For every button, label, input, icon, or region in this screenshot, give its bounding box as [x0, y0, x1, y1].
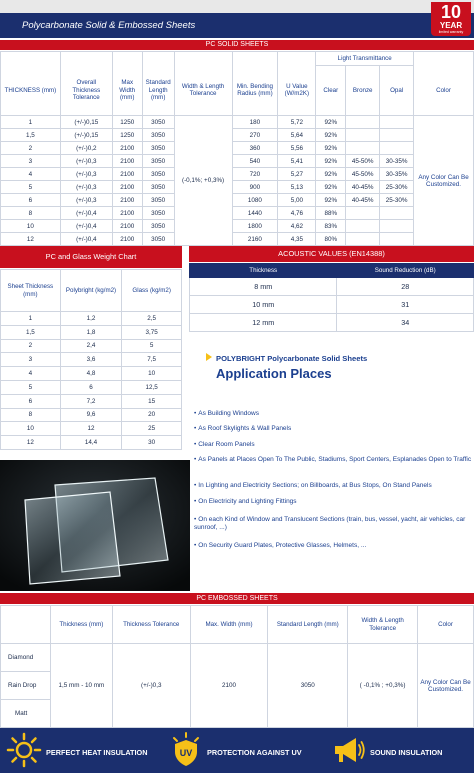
- solid-color-note: Any Color Can Be Customized.: [414, 116, 474, 246]
- solid-cell: 2: [1, 142, 61, 155]
- solid-cell: 2160: [232, 233, 278, 246]
- table-row: [1, 339, 182, 353]
- solid-col-6: U Value (W/m2K): [278, 66, 316, 116]
- solid-cell: 92%: [316, 155, 346, 168]
- solid-cell: 45-50%: [346, 155, 380, 168]
- solid-cell: (+/-)0,3: [60, 168, 112, 181]
- solid-cell: [346, 129, 380, 142]
- solid-cell: (+/-)0,3: [60, 155, 112, 168]
- weight-cell: 4,8: [60, 367, 122, 381]
- sun-icon: [6, 732, 42, 768]
- solid-cell: 1,5: [1, 129, 61, 142]
- table-row: [1, 408, 182, 422]
- solid-cell: 270: [232, 129, 278, 142]
- emb-col-5: Color: [418, 606, 474, 644]
- application-item: [194, 441, 472, 449]
- sheet-illustration: [0, 460, 190, 591]
- solid-cell: [346, 220, 380, 233]
- weight-cell: 3,6: [60, 353, 122, 367]
- application-item-text: As Panels at Places Open To The Public, Stadiums, Sport Centers, Esplanades Open to Traffic: [198, 456, 472, 463]
- solid-cell: 4,62: [278, 220, 316, 233]
- table-row: [1, 422, 182, 436]
- table-row: [1, 380, 182, 394]
- warranty-badge: [431, 2, 471, 36]
- weight-cell: 1,8: [60, 325, 122, 339]
- table-row: [1, 168, 474, 181]
- weight-cell: 1: [1, 312, 61, 326]
- solid-cell: 4,35: [278, 233, 316, 246]
- solid-cell: 2100: [112, 142, 142, 155]
- solid-col-5: Min. Bending Radius (mm): [232, 66, 278, 116]
- polycarbonate-sheet-photo: [0, 460, 190, 591]
- table-row: [190, 278, 474, 296]
- weight-cell: 2,5: [122, 312, 182, 326]
- table-row: [1, 325, 182, 339]
- solid-cell: (+/-)0,15: [60, 116, 112, 129]
- solid-cell: 540: [232, 155, 278, 168]
- solid-cell: 5,00: [278, 194, 316, 207]
- solid-cell: 1440: [232, 207, 278, 220]
- solid-cell: 3050: [142, 168, 174, 181]
- solid-cell: 3: [1, 155, 61, 168]
- solid-cell: (+/-)0,4: [60, 207, 112, 220]
- solid-cell: 5,41: [278, 155, 316, 168]
- weight-cell: 20: [122, 408, 182, 422]
- application-item: [194, 516, 472, 532]
- solid-cell: [380, 220, 414, 233]
- uv-shield-icon: [168, 732, 204, 768]
- emb-color: Any Color Can Be Customized.: [418, 644, 474, 728]
- footer-label-sound: SOUND INSULATION: [370, 748, 443, 757]
- solid-cell: 3050: [142, 181, 174, 194]
- solid-cell: 2100: [112, 220, 142, 233]
- application-title: Application Places: [216, 366, 332, 381]
- table-row: [1, 394, 182, 408]
- bullet-icon: •: [194, 516, 197, 523]
- solid-cell: 3050: [142, 233, 174, 246]
- solid-cell: 2100: [112, 233, 142, 246]
- bullet-icon: •: [194, 456, 197, 463]
- table-row: [1, 233, 474, 246]
- bullet-icon: •: [194, 498, 197, 505]
- solid-cell: 3050: [142, 207, 174, 220]
- acoustic-col-reduction: Sound Reduction (dB): [337, 264, 474, 278]
- table-row: [1, 312, 182, 326]
- solid-col-7: Clear: [316, 66, 346, 116]
- solid-cell: 3050: [142, 116, 174, 129]
- embossed-table: [0, 605, 474, 728]
- weight-cell: 4: [1, 367, 61, 381]
- application-item-text: On Electricity and Lighting Fittings: [198, 498, 297, 505]
- weight-col-2: Glass (kg/m2): [122, 270, 182, 312]
- weight-col-1: Polybright (kg/m2): [60, 270, 122, 312]
- solid-cell: 900: [232, 181, 278, 194]
- solid-sheets-table: [0, 51, 474, 246]
- weight-cell: 12: [60, 422, 122, 436]
- table-row: [1, 129, 474, 142]
- solid-cell: 8: [1, 207, 61, 220]
- table-row: [1, 181, 474, 194]
- solid-cell: 88%: [316, 207, 346, 220]
- solid-cell: [380, 207, 414, 220]
- solid-col-9: Opal: [380, 66, 414, 116]
- weight-table: [0, 269, 182, 450]
- solid-cell: 92%: [316, 168, 346, 181]
- solid-cell: 5,64: [278, 129, 316, 142]
- emb-col-4: Width & Length Tolerance: [348, 606, 418, 644]
- solid-cell: 1250: [112, 129, 142, 142]
- acoustic-title: ACOUSTIC VALUES (EN14388): [189, 246, 474, 262]
- emb-thickness-tol: (+/-)0,3: [112, 644, 190, 728]
- badge-word: YEAR: [439, 21, 463, 30]
- weight-cell: 25: [122, 422, 182, 436]
- application-panel: [190, 340, 474, 592]
- solid-col-3: Standard Length (mm): [142, 66, 174, 116]
- footer-label-uv: PROTECTION AGAINST UV: [207, 748, 302, 757]
- page-title: Polycarbonate Solid & Embossed Sheets: [0, 13, 474, 38]
- solid-cell: 5,56: [278, 142, 316, 155]
- solid-cell: (+/-)0,4: [60, 220, 112, 233]
- table-row: [1, 367, 182, 381]
- table-row: [1, 436, 182, 450]
- badge-small: limited warranty: [438, 30, 464, 34]
- weight-cell: 12: [1, 436, 61, 450]
- emb-col-3: Standard Length (mm): [268, 606, 348, 644]
- table-row: [1, 353, 182, 367]
- application-item: [194, 456, 472, 464]
- emb-col-0: Thickness (mm): [50, 606, 112, 644]
- solid-cell: 180: [232, 116, 278, 129]
- solid-cell: 5,72: [278, 116, 316, 129]
- solid-cell: 1800: [232, 220, 278, 233]
- pattern-raindrop: Rain Drop: [1, 672, 51, 700]
- table-row: [1, 116, 474, 129]
- solid-col-10: Color: [414, 66, 474, 116]
- weight-cell: 3: [1, 353, 61, 367]
- solid-cell: 30-35%: [380, 155, 414, 168]
- acoustic-cell: 31: [337, 296, 474, 314]
- solid-cell: 1080: [232, 194, 278, 207]
- application-item-text: On Security Guard Plates, Protective Glasses, Helmets, ...: [198, 542, 367, 549]
- solid-cell: [380, 142, 414, 155]
- weight-cell: 6: [60, 380, 122, 394]
- solid-cell: 1: [1, 116, 61, 129]
- solid-cell: 10: [1, 220, 61, 233]
- application-item: [194, 425, 472, 433]
- weight-cell: 9,6: [60, 408, 122, 422]
- solid-cell: 5: [1, 181, 61, 194]
- bullet-icon: •: [194, 482, 197, 489]
- weight-cell: 1,5: [1, 325, 61, 339]
- acoustic-cell: 8 mm: [190, 278, 337, 296]
- solid-cell: (+/-)0,3: [60, 181, 112, 194]
- solid-cell: 2100: [112, 207, 142, 220]
- solid-col-1: Overall Thickness Tolerance: [60, 66, 112, 116]
- solid-cell: 25-30%: [380, 194, 414, 207]
- application-subtitle: POLYBRIGHT Polycarbonate Solid Sheets: [216, 354, 368, 363]
- weight-cell: 15: [122, 394, 182, 408]
- solid-cell: (+/-)0,4: [60, 233, 112, 246]
- weight-cell: 14,4: [60, 436, 122, 450]
- application-item-text: As Roof Skylights & Wall Panels: [198, 425, 292, 432]
- weight-cell: 2: [1, 339, 61, 353]
- emb-col-1: Thickness Tolerance: [112, 606, 190, 644]
- weight-cell: 30: [122, 436, 182, 450]
- solid-cell: [380, 233, 414, 246]
- weight-col-0: Sheet Thickness (mm): [1, 270, 61, 312]
- solid-cell: [346, 207, 380, 220]
- solid-cell: 40-45%: [346, 181, 380, 194]
- bullet-icon: •: [194, 441, 197, 448]
- weight-cell: 1,2: [60, 312, 122, 326]
- bullet-icon: •: [194, 410, 197, 417]
- acoustic-cell: 34: [337, 314, 474, 332]
- solid-col-2: Max Width (mm): [112, 66, 142, 116]
- solid-cell: [346, 116, 380, 129]
- solid-cell: 2100: [112, 194, 142, 207]
- bullet-icon: •: [194, 542, 197, 549]
- weight-cell: 8: [1, 408, 61, 422]
- solid-cell: (+/-)0,3: [60, 194, 112, 207]
- solid-cell: 25-30%: [380, 181, 414, 194]
- solid-cell: 2100: [112, 181, 142, 194]
- solid-cell: 3050: [142, 194, 174, 207]
- solid-cell: 2100: [112, 168, 142, 181]
- solid-cell: 30-35%: [380, 168, 414, 181]
- emb-max-width: 2100: [190, 644, 268, 728]
- application-item: [194, 410, 472, 418]
- application-item-text: Clear Room Panels: [198, 441, 255, 448]
- table-row: [1, 207, 474, 220]
- acoustic-cell: 10 mm: [190, 296, 337, 314]
- solid-cell: 4,76: [278, 207, 316, 220]
- solid-cell: 92%: [316, 142, 346, 155]
- solid-cell: 2100: [112, 155, 142, 168]
- weight-cell: 7,5: [122, 353, 182, 367]
- application-item: [194, 498, 472, 506]
- weight-cell: 5: [1, 380, 61, 394]
- solid-cell: 12: [1, 233, 61, 246]
- solid-sheets-title: PC SOLID SHEETS: [0, 40, 474, 50]
- solid-width-length-tolerance: (-0,1%; +0,3%): [174, 116, 232, 246]
- solid-cell: 1250: [112, 116, 142, 129]
- application-item: [194, 482, 472, 490]
- table-row: [1, 142, 474, 155]
- solid-cell: 360: [232, 142, 278, 155]
- table-row: [1, 194, 474, 207]
- weight-cell: 10: [1, 422, 61, 436]
- solid-cell: 40-45%: [346, 194, 380, 207]
- table-row: [190, 296, 474, 314]
- acoustic-cell: 12 mm: [190, 314, 337, 332]
- solid-cell: 5,27: [278, 168, 316, 181]
- acoustic-table: [189, 263, 474, 332]
- application-item-text: In Lighting and Electricity Sections; on Billboards, at Bus Stops, On Stand Panels: [198, 482, 432, 489]
- solid-col-8: Bronze: [346, 66, 380, 116]
- solid-cell: 92%: [316, 181, 346, 194]
- uv-icon-text: UV: [179, 748, 193, 758]
- solid-cell: 92%: [316, 116, 346, 129]
- weight-cell: 7,2: [60, 394, 122, 408]
- solid-cell: 92%: [316, 129, 346, 142]
- application-item: [194, 542, 472, 550]
- solid-cell: [380, 116, 414, 129]
- emb-std-length: 3050: [268, 644, 348, 728]
- weight-cell: 6: [1, 394, 61, 408]
- solid-cell: 45-50%: [346, 168, 380, 181]
- embossed-title: PC EMBOSSED SHEETS: [0, 593, 474, 604]
- light-transmittance-header: Light Transmittance: [316, 52, 414, 66]
- solid-cell: [346, 233, 380, 246]
- weight-cell: 12,5: [122, 380, 182, 394]
- solid-cell: (+/-)0,15: [60, 129, 112, 142]
- solid-col-4: Width & Length Tolerance: [174, 66, 232, 116]
- table-row: [1, 155, 474, 168]
- acoustic-col-thickness: Thickness: [190, 264, 337, 278]
- application-item-text: As Building Windows: [198, 410, 259, 417]
- weight-cell: 2,4: [60, 339, 122, 353]
- solid-cell: 3050: [142, 220, 174, 233]
- emb-wl-tol: ( -0,1% ; +0,3%): [348, 644, 418, 728]
- pattern-matt: Matt: [1, 700, 51, 728]
- solid-cell: [380, 129, 414, 142]
- weight-cell: 3,75: [122, 325, 182, 339]
- solid-cell: 83%: [316, 220, 346, 233]
- emb-col-2: Max. Width (mm): [190, 606, 268, 644]
- weight-cell: 10: [122, 367, 182, 381]
- solid-cell: 80%: [316, 233, 346, 246]
- bullet-icon: •: [194, 425, 197, 432]
- triangle-icon: [206, 353, 212, 361]
- solid-col-0: THICKNESS (mm): [1, 66, 61, 116]
- solid-cell: 3050: [142, 155, 174, 168]
- weight-chart-title: PC and Glass Weight Chart: [0, 246, 182, 268]
- acoustic-cell: 28: [337, 278, 474, 296]
- solid-cell: 5,13: [278, 181, 316, 194]
- solid-cell: 6: [1, 194, 61, 207]
- solid-cell: 92%: [316, 194, 346, 207]
- table-row: [1, 220, 474, 233]
- solid-cell: [346, 142, 380, 155]
- solid-cell: 720: [232, 168, 278, 181]
- badge-number: 10: [440, 2, 462, 22]
- solid-cell: 4: [1, 168, 61, 181]
- application-item-text: On each Kind of Window and Translucent Sections (train, bus, vessel, yacht, air vehicles, car sunroof, ...): [194, 516, 466, 532]
- table-row: [190, 314, 474, 332]
- solid-cell: 3050: [142, 129, 174, 142]
- footer-label-heat: PERFECT HEAT INSULATION: [46, 748, 148, 757]
- pattern-diamond: Diamond: [1, 644, 51, 672]
- solid-cell: 3050: [142, 142, 174, 155]
- footer-bar: [0, 728, 474, 773]
- weight-cell: 5: [122, 339, 182, 353]
- megaphone-icon: [330, 732, 366, 768]
- emb-thickness: 1,5 mm - 10 mm: [50, 644, 112, 728]
- solid-cell: (+/-)0,2: [60, 142, 112, 155]
